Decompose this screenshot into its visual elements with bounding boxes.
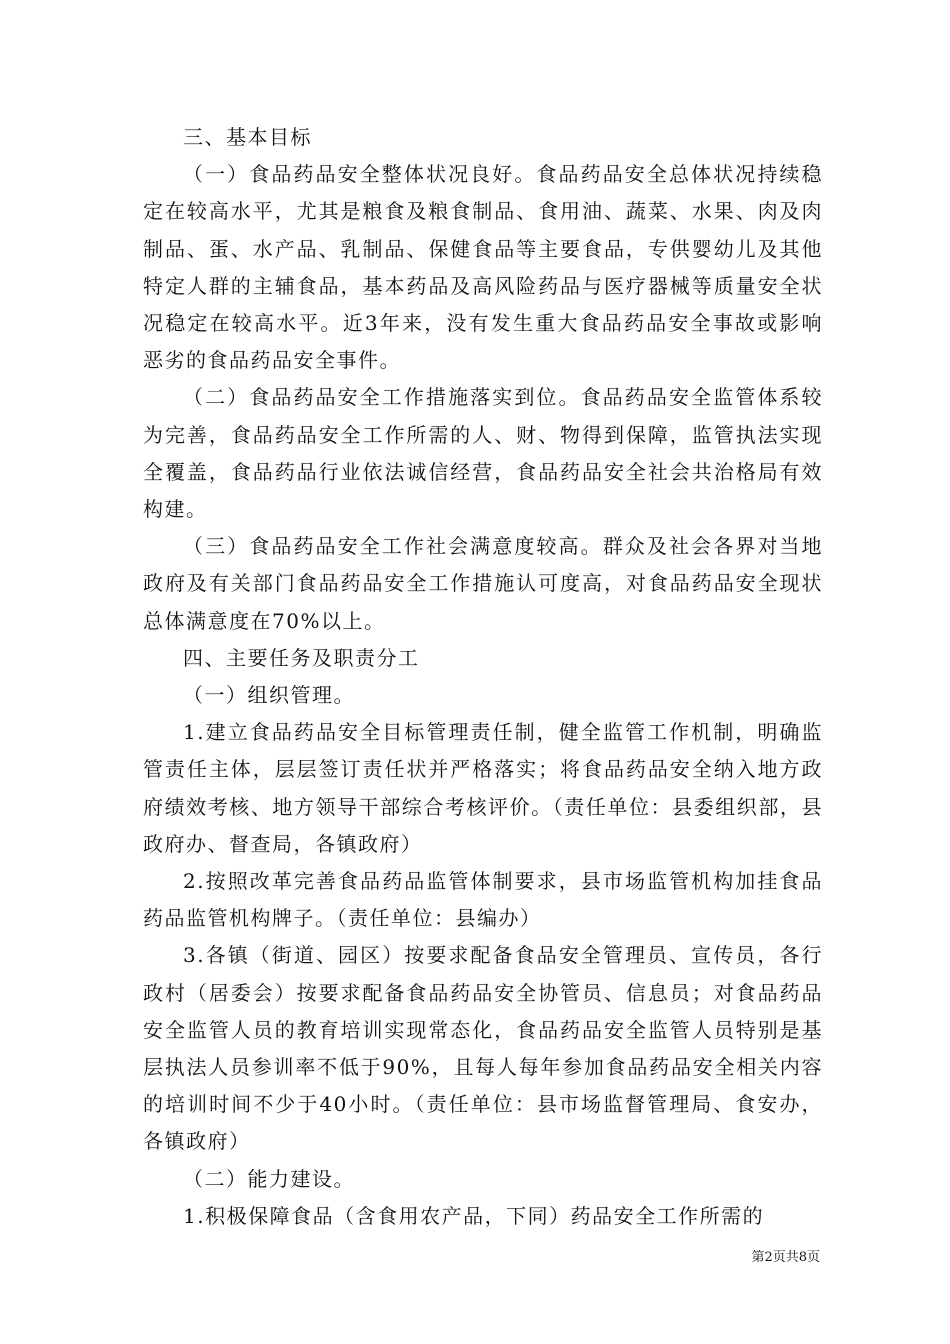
subsection-heading-organization: （一）组织管理。 (183, 683, 355, 708)
paragraph-overall-safety: （一）食品药品安全整体状况良好。食品药品安全总体状况持续稳定在较高水平，尤其是粮食及粮食制品、食用油、蔬菜、水果、肉及肉制品、蛋、水产品、乳制品、保健食品等主要食品，专供婴幼儿及其他特定人群的主辅食品，基本药品及高风险药品与医疗器械等质量安全状况稳定在较高水平。近3年来，没有发生重大食品药品安全事故或影响恶劣的食品药品安全事件。 (143, 162, 823, 373)
paragraph-capacity-item-1: 1.积极保障食品（含食用农产品，下同）药品安全工作所需的 (183, 1203, 765, 1228)
paragraph-org-item-2: 2.按照改革完善食品药品监管体制要求，县市场监管机构加挂食品药品监管机构牌子。（责任单位：县编办） (143, 869, 823, 931)
subsection-heading-capacity: （二）能力建设。 (183, 1166, 355, 1191)
paragraph-measures: （二）食品药品安全工作措施落实到位。食品药品安全监管体系较为完善，食品药品安全工作所需的人、财、物得到保障，监管执法实现全覆盖，食品药品行业依法诚信经营，食品药品安全社会共治格局有效构建。 (143, 385, 823, 522)
document-body (143, 119, 823, 1235)
page-number-footer: 第2页共8页 (751, 1250, 820, 1265)
paragraph-satisfaction: （三）食品药品安全工作社会满意度较高。群众及社会各界对当地政府及有关部门食品药品安全工作措施认可度高，对食品药品安全现状总体满意度在70%以上。 (143, 534, 823, 633)
section-heading-basic-goals: 三、基本目标 (183, 125, 312, 149)
section-heading-main-tasks: 四、主要任务及职责分工 (183, 645, 420, 670)
paragraph-org-item-1: 1.建立食品药品安全目标管理责任制，健全监管工作机制，明确监管责任主体，层层签订责任状并严格落实；将食品药品安全纳入地方政府绩效考核、地方领导干部综合考核评价。（责任单位：县委组织部，县政府办、督查局，各镇政府） (143, 720, 823, 856)
paragraph-org-item-3: 3.各镇（街道、园区）按要求配备食品安全管理员、宣传员，各行政村（居委会）按要求配备食品药品安全协管员、信息员；对食品药品安全监管人员的教育培训实现常态化，食品药品安全监管人员特别是基层执法人员参训率不低于90%，且每人每年参加食品药品安全相关内容的培训时间不少于40小时。（责任单位：县市场监督管理局、食安办，各镇政府） (143, 943, 823, 1154)
